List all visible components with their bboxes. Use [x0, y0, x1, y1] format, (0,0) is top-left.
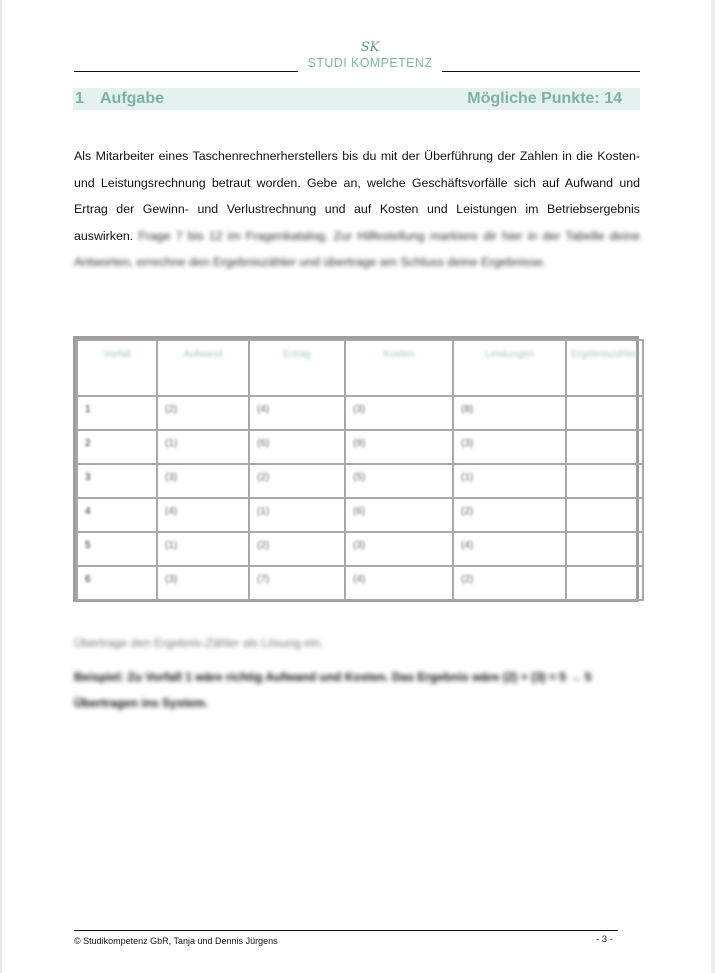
table-cell [566, 532, 643, 566]
page-border-right [711, 0, 715, 973]
table-cell: (3) [157, 566, 249, 600]
task-text-blurred: Frage 7 bis 12 im Fragenkatalog. Zur Hilfestellung markiere dir hier in der Tabelle deine Antworten, errechne den Ergebniszähler und übertrage am Schluss deine Ergebnisse. [74, 228, 640, 269]
table-row [77, 464, 643, 498]
table-cell: (5) [345, 464, 453, 498]
table-cell: (4) [157, 498, 249, 532]
table-cell: 5 [77, 532, 157, 566]
table-cell: (3) [345, 396, 453, 430]
answer-table [73, 336, 639, 602]
table-cell: (4) [345, 566, 453, 600]
page-border-left [0, 0, 2, 973]
possible-points: Mögliche Punkte: 14 [467, 90, 622, 107]
header-rule-right [442, 71, 640, 72]
header-rule-left [74, 71, 298, 72]
section-title: Aufgabe [100, 90, 164, 107]
logo-icon: SK [360, 40, 380, 55]
table-cell: (1) [157, 532, 249, 566]
table-cell: (3) [453, 430, 566, 464]
table-cell: (2) [157, 396, 249, 430]
column-header: Vorfall [77, 340, 157, 396]
table-cell: (6) [249, 430, 345, 464]
table-cell: 4 [77, 498, 157, 532]
table-cell [566, 566, 643, 600]
column-header: Leistungen [453, 340, 566, 396]
column-header: Ertrag [249, 340, 345, 396]
task-text: Als Mitarbeiter eines Taschenrechnerherstellers bis du mit der Überführung der Zahlen in die Kosten- und Leistungsrechnung betraut worden. Gebe an, welche Geschäftsvorfälle sich auf Aufwand und Ertrag der Gewinn- und Verlustrechnung und auf Kosten und Leistungen im Betriebsergebnis auswirken. [74, 149, 640, 243]
table-cell: 2 [77, 430, 157, 464]
column-header: Kosten [345, 340, 453, 396]
table-cell: (2) [453, 566, 566, 600]
section-number: 1 [75, 90, 84, 107]
task-description [74, 143, 640, 276]
section-heading [73, 88, 640, 110]
column-header: Aufwand [157, 340, 249, 396]
table-cell [566, 396, 643, 430]
table-cell: (4) [453, 532, 566, 566]
table-row [77, 430, 643, 464]
page-number: - 3 - [596, 934, 613, 945]
table-cell: 3 [77, 464, 157, 498]
table-cell [566, 464, 643, 498]
table-cell: (1) [157, 430, 249, 464]
example-note: Beispiel: Zu Vorfall 1 wäre richtig Aufwand und Kosten. Das Ergebnis wäre (2) + (3) = 5 → 5 Übertragen ins System. [74, 670, 592, 710]
table-cell: (8) [453, 396, 566, 430]
logo-text: STUDI KOMPETENZ [307, 56, 433, 70]
table-row [77, 396, 643, 430]
table-row [77, 498, 643, 532]
table-cell: (9) [345, 430, 453, 464]
table-cell: 1 [77, 396, 157, 430]
table-cell: (1) [453, 464, 566, 498]
table-cell: (7) [249, 566, 345, 600]
table-cell [566, 430, 643, 464]
table-cell: 6 [77, 566, 157, 600]
table-cell: (1) [249, 498, 345, 532]
table-cell: (2) [249, 464, 345, 498]
table-row [77, 566, 643, 600]
table-cell [566, 498, 643, 532]
table-header-row [77, 340, 643, 396]
table-cell: (2) [453, 498, 566, 532]
column-header: Ergebniszähler [566, 340, 643, 396]
footer-rule [74, 930, 618, 931]
table-cell: (6) [345, 498, 453, 532]
table-cell: (2) [249, 532, 345, 566]
instruction-note: Übertrage den Ergebnis-Zähler als Lösung ein. [74, 636, 324, 650]
table-cell: (3) [345, 532, 453, 566]
footer-copyright: © Studikompetenz GbR, Tanja und Dennis Jürgens [74, 936, 278, 946]
table-cell: (4) [249, 396, 345, 430]
table-cell: (3) [157, 464, 249, 498]
table-row [77, 532, 643, 566]
